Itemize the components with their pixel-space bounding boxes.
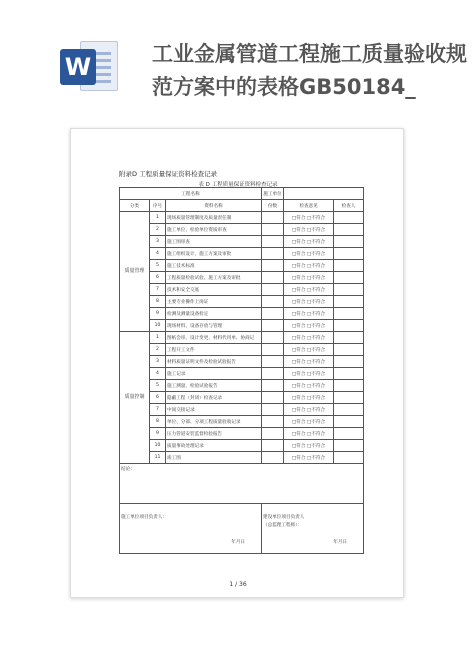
count-cell[interactable] [262,308,284,320]
count-cell[interactable] [262,368,284,380]
material-name: 检测及测量设备检定 [166,308,262,320]
check-opinion-cell[interactable]: □符合 □不符合 [284,428,334,440]
row-number: 9 [150,308,166,320]
row-number: 3 [150,356,166,368]
table-row [120,380,364,392]
count-cell[interactable] [262,344,284,356]
check-opinion-cell[interactable]: □符合 □不符合 [284,380,334,392]
material-name: 隐蔽工程（封闭）检查记录 [166,392,262,404]
material-name: 施工测量、检验试验报告 [166,380,262,392]
check-opinion-cell[interactable]: □符合 □不符合 [284,452,334,464]
table-row [120,356,364,368]
check-opinion-cell[interactable]: □符合 □不符合 [284,392,334,404]
count-cell[interactable] [262,236,284,248]
table-row [120,284,364,296]
table-row [120,260,364,272]
row-number: 10 [150,320,166,332]
material-name: 中间交接记录 [166,404,262,416]
word-letter-badge: W [60,49,96,85]
row-number: 1 [150,212,166,224]
checker-cell[interactable] [334,272,364,284]
appendix-title: 附录D 工程质量保证资料检查记录 [119,170,218,178]
signature-row [120,504,364,554]
count-cell[interactable] [262,284,284,296]
table-body [120,188,364,554]
document-page [70,128,404,598]
row-number: 8 [150,416,166,428]
checker-cell[interactable] [334,380,364,392]
check-opinion-cell[interactable]: □符合 □不符合 [284,332,334,344]
category-cell: 质量管理 [120,212,150,332]
table-row [120,392,364,404]
check-opinion-cell[interactable]: □符合 □不符合 [284,440,334,452]
row-number: 11 [150,452,166,464]
checker-cell[interactable] [334,344,364,356]
checker-cell[interactable] [334,428,364,440]
table-row [120,332,364,344]
material-name: 施工单位、检验单位资质审查 [166,224,262,236]
page-number: 1 / 36 [229,581,247,588]
conclusion-cell[interactable]: 结论： [120,464,364,504]
checker-cell[interactable] [334,260,364,272]
col-category: 分类 [120,200,150,212]
material-name: 工程开工文件 [166,344,262,356]
table-row [120,344,364,356]
check-opinion-cell[interactable]: □符合 □不符合 [284,344,334,356]
table-row [120,224,364,236]
count-cell[interactable] [262,272,284,284]
col-opinion: 检查意见 [284,200,334,212]
material-name: 技术和安全交底 [166,284,262,296]
checker-cell[interactable] [334,356,364,368]
row-number: 1 [150,332,166,344]
check-opinion-cell[interactable]: □符合 □不符合 [284,356,334,368]
construction-signature-cell[interactable] [120,504,262,554]
checker-cell[interactable] [334,332,364,344]
document-banner [0,0,474,120]
row-number: 5 [150,260,166,272]
check-opinion-cell[interactable]: □符合 □不符合 [284,296,334,308]
check-opinion-cell[interactable]: □符合 □不符合 [284,248,334,260]
material-name: 施工组织设计、施工方案及审批 [166,248,262,260]
table-caption: 表 D 工程质量保证资料检查记录 [198,182,278,188]
col-checker: 检查人 [334,200,364,212]
table-row [120,368,364,380]
material-name: 现场材料、设备存放与管理 [166,320,262,332]
material-name: 施工记录 [166,368,262,380]
count-cell[interactable] [262,332,284,344]
table-row [120,440,364,452]
count-cell[interactable] [262,392,284,404]
material-name: 质量事故处理记录 [166,440,262,452]
count-cell[interactable] [262,320,284,332]
row-number: 9 [150,428,166,440]
count-cell[interactable] [262,440,284,452]
table-row [120,416,364,428]
word-document-icon [58,35,120,97]
owner-sign-date: 年月日 [333,540,348,545]
construction-unit-label: 施工单位 [262,188,284,200]
row-number: 7 [150,404,166,416]
check-opinion-cell[interactable]: □符合 □不符合 [284,320,334,332]
count-cell[interactable] [262,224,284,236]
table-row [120,212,364,224]
checker-cell[interactable] [334,296,364,308]
construction-signer-label: 施工单位项目负责人： [121,515,167,520]
supervisor-signer-label: （总监理工程师）： [263,523,303,528]
checker-cell[interactable] [334,392,364,404]
row-number: 5 [150,380,166,392]
material-name: 图纸会审、设计变更、材料代用单、协商记 [166,332,262,344]
row-number: 3 [150,236,166,248]
quality-record-table [119,187,364,554]
material-name: 单位、分部、分项工程质量验收记录 [166,416,262,428]
project-row [120,188,364,200]
checker-cell[interactable] [334,368,364,380]
owner-signer-label: 建设单位项目负责人 [263,515,305,520]
check-opinion-cell[interactable]: □符合 □不符合 [284,308,334,320]
count-cell[interactable] [262,212,284,224]
count-cell[interactable] [262,260,284,272]
checker-cell[interactable] [334,404,364,416]
check-opinion-cell[interactable]: □符合 □不符合 [284,368,334,380]
material-name: 竣工图 [166,452,262,464]
owner-signature-cell[interactable] [262,504,364,554]
project-name-label: 工程名称 [120,188,262,200]
row-number: 4 [150,368,166,380]
construction-unit-value[interactable] [284,188,364,200]
row-number: 2 [150,224,166,236]
check-opinion-cell[interactable]: □符合 □不符合 [284,236,334,248]
count-cell[interactable] [262,356,284,368]
count-cell[interactable] [262,416,284,428]
col-material: 资料名称 [166,200,262,212]
checker-cell[interactable] [334,236,364,248]
check-opinion-cell[interactable]: □符合 □不符合 [284,260,334,272]
check-opinion-cell[interactable]: □符合 □不符合 [284,272,334,284]
col-count: 份数 [262,200,284,212]
row-number: 6 [150,392,166,404]
material-name: 压力管道安装监督检验报告 [166,428,262,440]
row-number: 7 [150,284,166,296]
conclusion-row [120,464,364,504]
checker-cell[interactable] [334,224,364,236]
material-name: 主要专业操作上岗证 [166,296,262,308]
count-cell[interactable] [262,380,284,392]
table-row [120,452,364,464]
checker-cell[interactable] [334,308,364,320]
table-row [120,320,364,332]
checker-cell[interactable] [334,248,364,260]
row-number: 6 [150,272,166,284]
header-row [120,200,364,212]
category-cell: 质量控制 [120,332,150,464]
count-cell[interactable] [262,452,284,464]
checker-cell[interactable] [334,212,364,224]
checker-cell[interactable] [334,416,364,428]
material-name: 施工技术标准 [166,260,262,272]
count-cell[interactable] [262,404,284,416]
material-name: 材料质量证明文件及检验试验报告 [166,356,262,368]
check-opinion-cell[interactable]: □符合 □不符合 [284,404,334,416]
table-row [120,428,364,440]
table-row [120,248,364,260]
checker-cell[interactable] [334,452,364,464]
material-name: 施工图审查 [166,236,262,248]
table-row [120,236,364,248]
check-opinion-cell[interactable]: □符合 □不符合 [284,284,334,296]
table-row [120,404,364,416]
check-opinion-cell[interactable]: □符合 □不符合 [284,224,334,236]
check-opinion-cell[interactable]: □符合 □不符合 [284,416,334,428]
checker-cell[interactable] [334,320,364,332]
row-number: 10 [150,440,166,452]
table-row [120,296,364,308]
table-row [120,308,364,320]
material-name: 现场质量管理制度及质量责任制 [166,212,262,224]
table-row [120,272,364,284]
construction-sign-date: 年月日 [231,540,246,545]
document-title: 工业金属管道工程施工质量验收规范方案中的表格GB50184_ [152,42,467,99]
row-number: 8 [150,296,166,308]
checker-cell[interactable] [334,440,364,452]
check-opinion-cell[interactable]: □符合 □不符合 [284,212,334,224]
count-cell[interactable] [262,296,284,308]
col-no: 序号 [150,200,166,212]
material-name: 工程质量检验试验、施工方案及审批 [166,272,262,284]
row-number: 2 [150,344,166,356]
row-number: 4 [150,248,166,260]
count-cell[interactable] [262,248,284,260]
checker-cell[interactable] [334,284,364,296]
count-cell[interactable] [262,428,284,440]
